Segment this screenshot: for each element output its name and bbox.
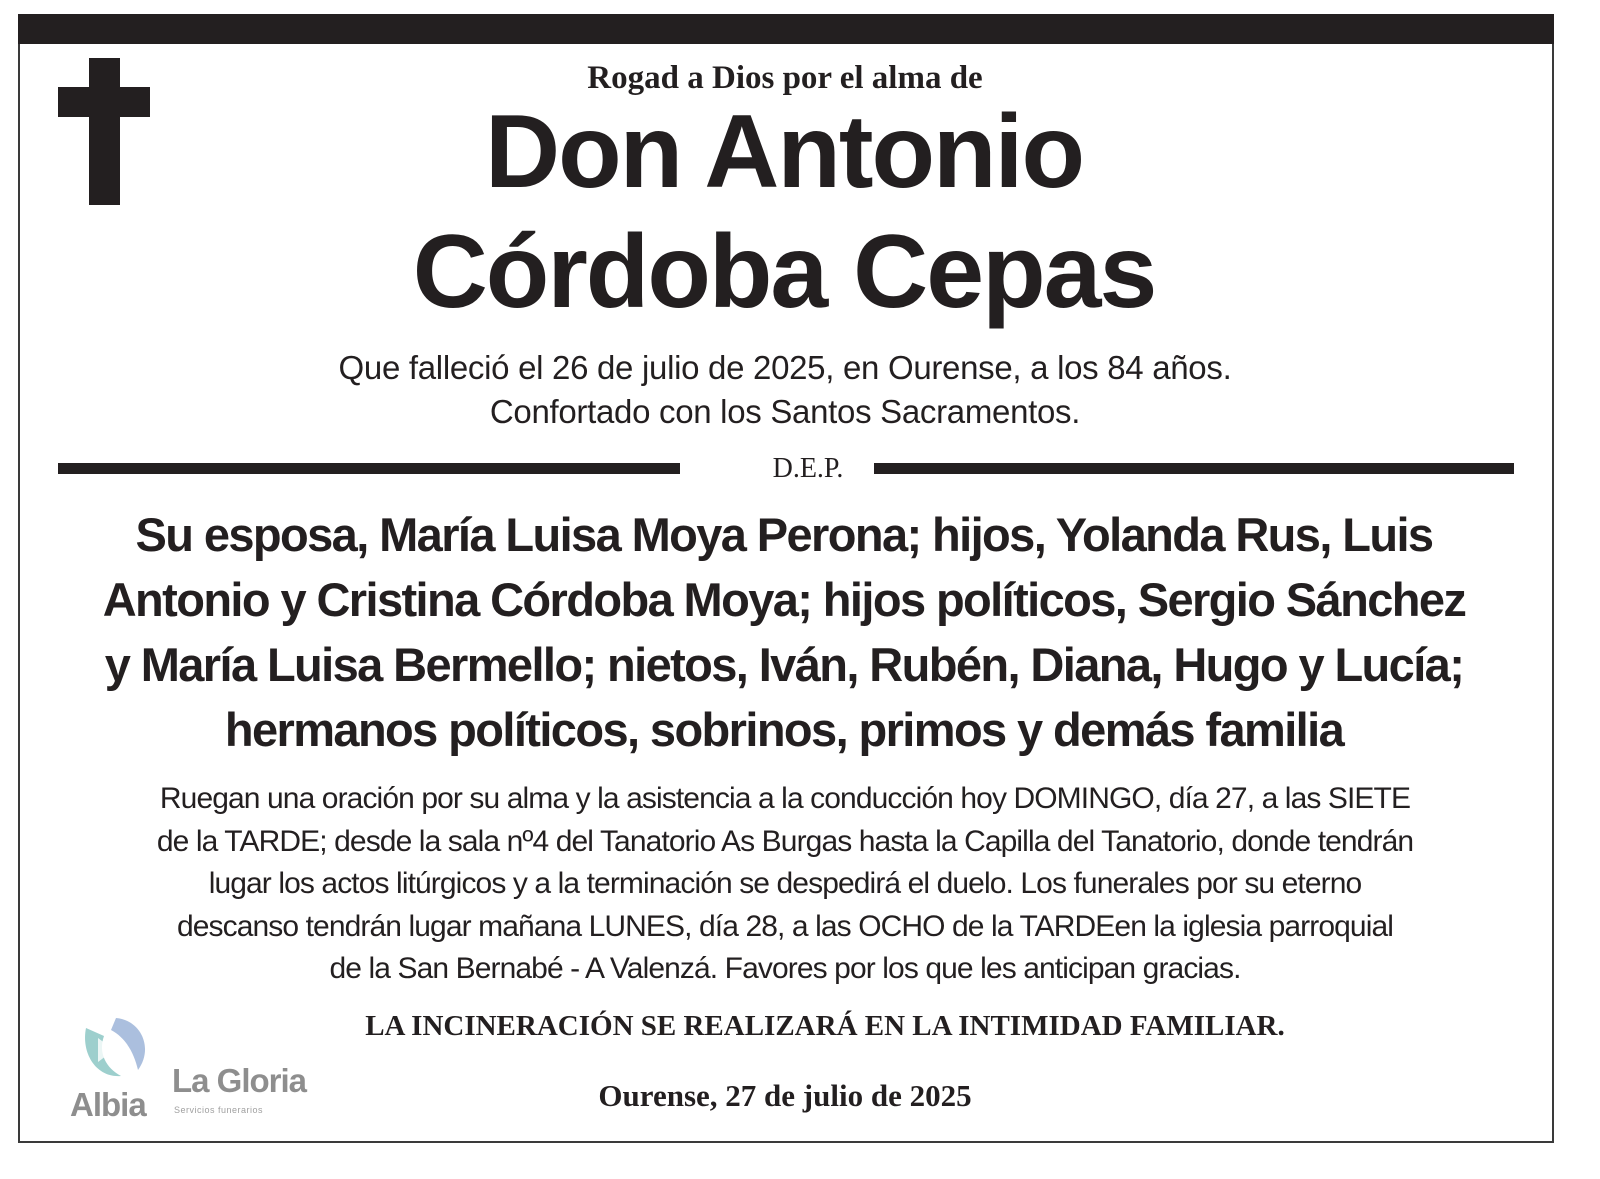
- deceased-name-line-2: Córdoba Cepas: [412, 214, 1156, 330]
- pray-line: Rogad a Dios por el alma de: [587, 60, 983, 96]
- death-details: [0, 346, 1570, 434]
- logo-brand-text: Albia: [70, 1086, 146, 1123]
- deceased-name-line-1: Don Antonio: [485, 94, 1083, 210]
- body-line: lugar los actos litúrgicos y a la terminación se despedirá el duelo. Los funerales por su eterno: [208, 867, 1362, 900]
- top-black-bar: [18, 14, 1554, 44]
- ceremony-details: [50, 778, 1520, 991]
- dep-divider: [58, 453, 1514, 484]
- dep-label: D.E.P.: [772, 453, 844, 484]
- body-line: descanso tendrán lugar mañana LUNES, día 28, a las OCHO de la TARDEen la iglesia parroquial: [176, 909, 1394, 943]
- family-line: hermanos políticos, sobrinos, primos y demás familia: [224, 703, 1344, 756]
- family-list: [56, 502, 1512, 762]
- incineration-notice: LA INCINERACIÓN SE REALIZARÁ EN LA INTIMIDAD FAMILIAR.: [365, 1010, 1285, 1042]
- logo-subtitle: Servicios funerarios: [174, 1105, 264, 1115]
- body-line: de la San Bernabé - A Valenzá. Favores por los que les anticipan gracias.: [329, 952, 1241, 985]
- death-line: Que falleció el 26 de julio de 2025, en Ourense, a los 84 años.: [338, 349, 1232, 386]
- body-line: Ruegan una oración por su alma y la asistencia a la conducción hoy DOMINGO, día 27, a las SIETE: [159, 782, 1411, 815]
- sacraments-line: Confortado con los Santos Sacramentos.: [489, 393, 1081, 430]
- logo-name-text: La Gloria: [172, 1062, 307, 1099]
- family-line: Su esposa, María Luisa Moya Perona; hijos, Yolanda Rus, Luis: [135, 508, 1433, 561]
- body-line: de la TARDE; desde la sala nº4 del Tanatorio As Burgas hasta la Capilla del Tanatorio, donde tendrán: [156, 824, 1414, 858]
- divider-line-left: [58, 463, 680, 474]
- dateline: Ourense, 27 de julio de 2025: [598, 1078, 972, 1113]
- divider-line-right: [874, 463, 1514, 474]
- family-line: Antonio y Cristina Córdoba Moya; hijos políticos, Sergio Sánchez: [102, 573, 1466, 626]
- family-line: y María Luisa Bermello; nietos, Iván, Rubén, Diana, Hugo y Lucía;: [104, 638, 1464, 691]
